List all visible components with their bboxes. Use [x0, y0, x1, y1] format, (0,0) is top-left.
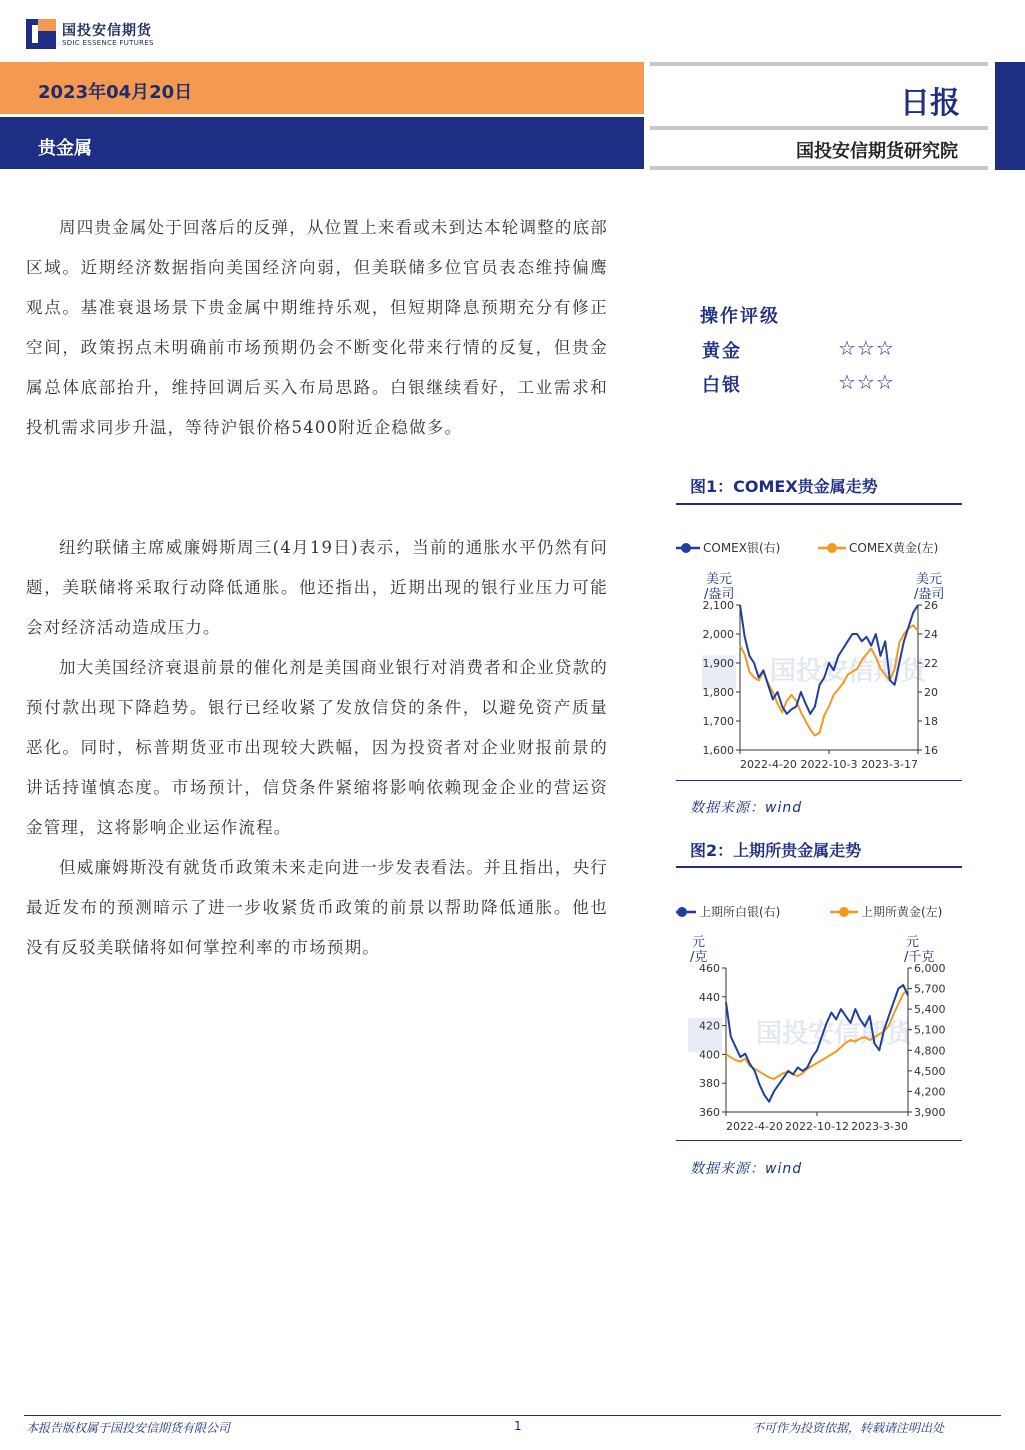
figure-2-source: 数据来源：wind — [690, 1161, 803, 1177]
right-tick-label: 4,200 — [914, 1085, 946, 1099]
legend-marker — [839, 907, 849, 917]
category-banner — [0, 117, 644, 169]
legend-marker — [681, 543, 691, 553]
report-date: 2023年04月20日 — [38, 82, 193, 103]
institute-name: 国投安信期货研究院 — [796, 141, 958, 162]
header-divider — [650, 62, 988, 66]
right-tick-label: 22 — [924, 657, 938, 670]
body-paragraph: 但威廉姆斯没有就货币政策未来走向进一步发表看法。并且指出，央行最近发布的预测暗示了进一步收紧货币政策的前景以帮助降低通胀。他也没有反驳美联储将如何掌控利率的市场预期。 — [26, 858, 608, 957]
right-tick-label: 5,700 — [914, 982, 946, 996]
figure-2-rule — [676, 866, 962, 868]
right-tick-label: 16 — [924, 744, 938, 757]
figure-2-chart — [676, 894, 966, 1143]
rating-silver-stars: ☆☆☆ — [838, 370, 895, 394]
left-tick-label: 1,900 — [702, 657, 734, 670]
left-axis-unit: 美元 — [706, 572, 733, 587]
footer-rule — [24, 1415, 1001, 1416]
right-tick-label: 18 — [924, 715, 938, 728]
figure-2-title: 图2：上期所贵金属走势 — [690, 841, 862, 860]
right-tick-label: 24 — [924, 628, 938, 641]
comex-chart-svg — [676, 530, 966, 780]
x-tick-label: 2022-4-20 — [726, 1120, 783, 1133]
legend-marker — [827, 543, 837, 553]
page-number: 1 — [514, 1419, 522, 1433]
legend-label: 上期所黄金(左) — [861, 905, 943, 919]
left-tick-label: 380 — [699, 1077, 720, 1091]
body-paragraph: 周四贵金属处于回落后的反弹，从位置上来看或未到达本轮调整的底部区域。近期经济数据指向美国经济向弱，但美联储多位官员表态维持偏鹰观点。基准衰退场景下贵金属中期维持乐观，但短期降息预期充分有修正空间，政策拐点未明确前市场预期仍会不断变化带来行情的反复，但贵金属总体底部抬升，维持回调后买入布局思路。白银继续看好，工业需求和投机需求同步升温，等待沪银价格5400附近企稳做多。 — [26, 218, 608, 437]
shfe-chart-svg — [676, 894, 966, 1139]
logo-chinese-name: 国投安信期货 — [62, 23, 152, 39]
left-tick-label: 1,700 — [702, 715, 734, 728]
left-tick-label: 360 — [699, 1106, 720, 1119]
figure-1-chart — [676, 530, 966, 784]
right-tick-label: 6,000 — [914, 962, 946, 975]
logo-english-name: SDIC ESSENCE FUTURES — [62, 39, 154, 47]
body-paragraph: 纽约联储主席威廉姆斯周三(4月19日)表示，当前的通胀水平仍然有问题，美联储将采取行动降低通胀。他还指出，近期出现的银行业压力可能会对经济活动造成压力。 — [26, 538, 608, 637]
legend-label: 上期所白银(右) — [699, 905, 781, 919]
left-axis-unit: /盎司 — [704, 587, 735, 602]
figure-1-bottom-rule — [676, 780, 962, 781]
left-tick-label: 2,000 — [702, 628, 734, 641]
report-category: 贵金属 — [38, 138, 92, 159]
left-axis-unit: 元 — [692, 935, 706, 950]
rating-gold-label: 黄金 — [702, 341, 742, 362]
rating-title: 操作评级 — [700, 306, 780, 327]
left-tick-label: 460 — [699, 962, 720, 975]
footer-disclaimer: 不可作为投资依据，转载请注明出处 — [752, 1421, 945, 1435]
rating-gold-stars: ☆☆☆ — [838, 336, 895, 360]
right-axis-unit: /千克 — [904, 950, 935, 965]
left-tick-label: 1,600 — [702, 744, 734, 757]
figure-1-title: 图1：COMEX贵金属走势 — [690, 477, 878, 496]
left-axis-unit: /克 — [690, 950, 708, 965]
chart-watermark: 国投安信期货 — [770, 656, 927, 687]
right-tick-label: 4,800 — [914, 1044, 946, 1058]
x-tick-label: 2022-10-3 — [800, 758, 858, 771]
body-paragraph: 加大美国经济衰退前景的催化剂是美国商业银行对消费者和企业贷款的预付款出现下降趋势。银行已经收紧了发放信贷的条件，以避免资产质量恶化。同时，标普期货亚市出现较大跌幅，因为投资者对企业财报前景的讲话持谨慎态度。市场预计，信贷条件紧缩将影响依赖现金企业的营运资金管理，这将影响企业运作流程。 — [26, 658, 608, 837]
left-tick-label: 1,800 — [702, 686, 734, 699]
header-divider — [650, 166, 988, 170]
legend-marker — [677, 907, 687, 917]
right-axis-unit: 元 — [906, 935, 920, 950]
x-tick-label: 2023-3-17 — [861, 758, 918, 771]
right-axis-unit: /盎司 — [914, 587, 945, 602]
chart-watermark: 国投安信期货 — [756, 1019, 913, 1049]
right-tick-label: 26 — [924, 599, 938, 612]
header-side-block — [995, 62, 1025, 170]
company-logo-icon — [26, 19, 56, 49]
footer-copyright: 本报告版权属于国投安信期货有限公司 — [26, 1421, 231, 1435]
rating-silver-label: 白银 — [702, 375, 742, 396]
left-tick-label: 440 — [699, 990, 720, 1004]
figure-1-source: 数据来源：wind — [690, 800, 803, 816]
right-tick-label: 5,400 — [914, 1003, 946, 1017]
legend-label: COMEX黄金(左) — [849, 541, 939, 555]
figure-1-rule — [676, 503, 962, 505]
right-tick-label: 3,900 — [914, 1106, 946, 1119]
x-tick-label: 2022-10-12 — [785, 1120, 849, 1133]
left-tick-label: 400 — [699, 1048, 720, 1062]
report-type: 日报 — [900, 86, 960, 121]
left-tick-label: 420 — [699, 1019, 720, 1033]
right-tick-label: 4,500 — [914, 1064, 946, 1078]
right-tick-label: 20 — [924, 686, 938, 699]
header-divider — [650, 126, 988, 130]
right-axis-unit: 美元 — [916, 572, 943, 587]
legend-label: COMEX银(右) — [703, 541, 781, 555]
figure-2-bottom-rule — [676, 1140, 962, 1141]
x-tick-label: 2022-4-20 — [740, 758, 797, 771]
x-tick-label: 2023-3-30 — [851, 1120, 908, 1133]
left-tick-label: 2,100 — [702, 599, 734, 612]
right-tick-label: 5,100 — [914, 1023, 946, 1037]
